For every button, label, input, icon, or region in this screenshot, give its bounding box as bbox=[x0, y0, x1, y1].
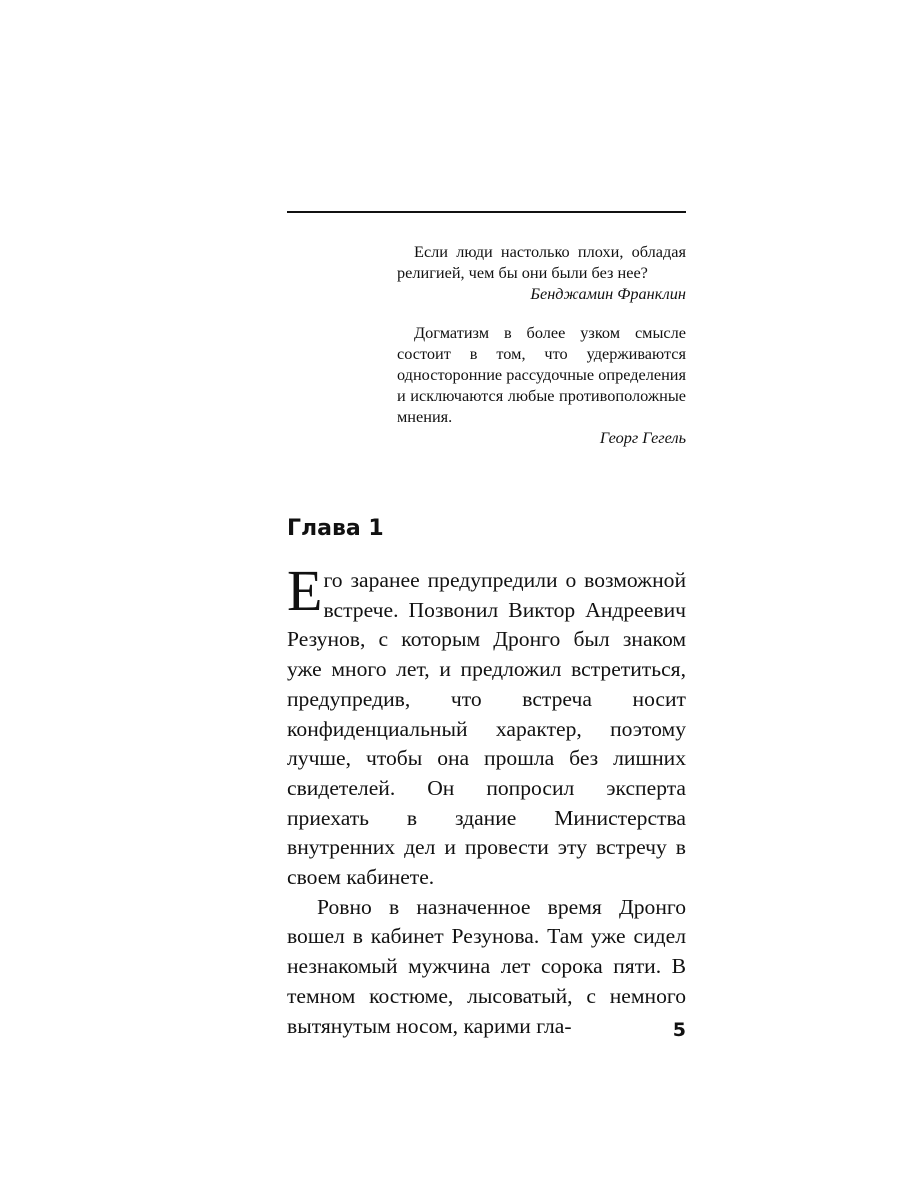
epigraph-text: Если люди настолько плохи, обладая религией, чем бы они были без нее? bbox=[397, 242, 686, 282]
epigraph-author: Георг Гегель bbox=[599, 428, 686, 447]
paragraph: Ровно в назначенное время Дронго вошел в кабинет Резунова. Там уже сидел незнакомый мужчина лет сорока пяти. В темном костюме, лысоватый, с немного вытянутым носом, карими гла- bbox=[287, 894, 686, 1038]
chapter-body bbox=[287, 558, 686, 1041]
paragraph bbox=[287, 558, 686, 893]
chapter-title: Глава 1 bbox=[287, 516, 384, 541]
epigraph-text: Догматизм в более узком смысле состоит в том, что удерживаются односторонние рассудочные определения и исключаются любые противоположные мнения. bbox=[397, 323, 686, 426]
page-number: 5 bbox=[672, 1019, 686, 1041]
drop-cap: Е bbox=[287, 558, 323, 623]
epigraph-author: Бенджамин Франклин bbox=[530, 284, 686, 303]
paragraph-text: го заранее предупредили о возможной встрече. Позвонил Виктор Андреевич Резунов, с которым Дронго был знаком уже много лет, и предложил встретиться, предупредив, что встреча носит конфиденциальный характер, поэтому лучше, чтобы она прошла без лишних свидетелей. Он попросил эксперта приехать в здание Министерства внутренних дел и провести эту встречу в своем кабинете. bbox=[287, 568, 686, 890]
epigraph-spacer bbox=[397, 304, 686, 322]
epigraphs bbox=[397, 241, 686, 448]
top-rule bbox=[287, 211, 686, 213]
